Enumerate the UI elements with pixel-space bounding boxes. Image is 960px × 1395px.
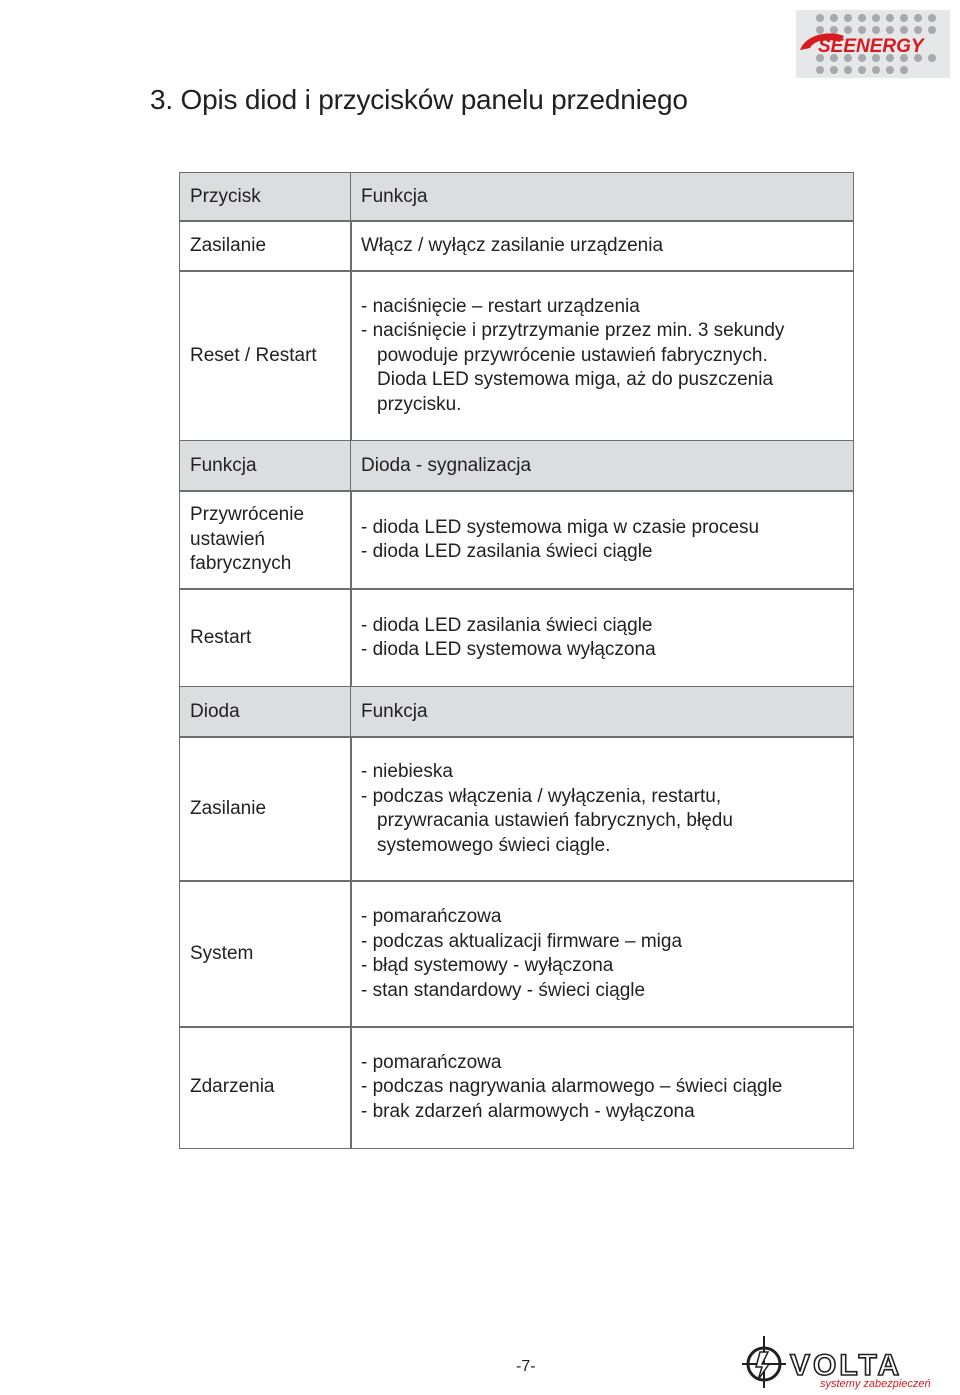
led-function-zasilanie [350, 736, 854, 882]
list-item: - błąd systemowy - wyłączona [361, 955, 614, 976]
list-item: systemowego świeci ciągle. [377, 834, 611, 856]
function-name-restart: Restart [179, 588, 352, 688]
list-item: - stan standardowy - świeci ciągle [361, 979, 646, 1001]
button-name-reset: Reset / Restart [179, 270, 352, 442]
function-signal-restart [350, 588, 854, 688]
list-item: - dioda LED systemowa wyłączona [361, 639, 656, 660]
list-item: przycisku. [377, 393, 462, 415]
list-item: - dioda LED zasilania świeci ciągle [361, 541, 653, 562]
list-item: - naciśnięcie – restart urządzenia [361, 295, 640, 317]
list-item: - podczas nagrywania alarmowego – świeci ciągle [361, 1076, 783, 1098]
button-function-reset [350, 270, 854, 442]
list-item: - dioda LED systemowa miga w czasie procesu [361, 516, 760, 538]
led-name-zdarzenia: Zdarzenia [179, 1026, 352, 1149]
led-name-system: System [179, 880, 352, 1028]
led-name-zasilanie: Zasilanie [179, 736, 352, 882]
svg-text:SEENERGY: SEENERGY [818, 36, 924, 57]
list-item: Dioda LED systemowa miga, aż do puszczenia [377, 369, 774, 391]
list-item: - podczas aktualizacji firmware – miga [361, 930, 683, 952]
function-signal-factory-reset [350, 490, 854, 590]
list-item: - brak zdarzeń alarmowych - wyłączona [361, 1100, 695, 1122]
list-item: - pomarańczowa [361, 906, 502, 927]
volta-logo [738, 1330, 948, 1390]
button-name-zasilanie: Zasilanie [179, 220, 352, 272]
svg-text:systemy zabezpieczeń: systemy zabezpieczeń [820, 1378, 931, 1390]
functions-col1-header: Funkcja [179, 440, 352, 492]
function-name-factory-reset: Przywrócenie ustawień fabrycznych [179, 490, 352, 590]
list-item: - pomarańczowa [361, 1051, 502, 1073]
list-item: powoduje przywrócenie ustawień fabrycznych. [377, 344, 768, 366]
buttons-col2-header: Funkcja [350, 172, 854, 222]
list-item: - niebieska [361, 761, 453, 782]
list-item: - naciśnięcie i przytrzymanie przez min. 3 sekundy [361, 320, 785, 342]
info-table [179, 172, 854, 1149]
functions-col2-header: Dioda - sygnalizacja [350, 440, 854, 492]
buttons-col1-header: Przycisk [179, 172, 352, 222]
page-title: 3. Opis diod i przycisków panelu przedniego [150, 84, 688, 115]
button-function-zasilanie: Włącz / wyłącz zasilanie urządzenia [350, 220, 854, 272]
leds-col2-header: Funkcja [350, 686, 854, 738]
list-item: - podczas włączenia / wyłączenia, restartu, [361, 785, 722, 807]
seenergy-logo [796, 10, 950, 78]
led-function-zdarzenia [350, 1026, 854, 1149]
page-number: -7- [516, 1358, 536, 1375]
list-item: przywracania ustawień fabrycznych, błędu [377, 810, 733, 831]
list-item: - dioda LED zasilania świeci ciągle [361, 614, 653, 636]
leds-col1-header: Dioda [179, 686, 352, 738]
svg-text:VOLTA: VOLTA [790, 1349, 903, 1382]
led-function-system [350, 880, 854, 1028]
